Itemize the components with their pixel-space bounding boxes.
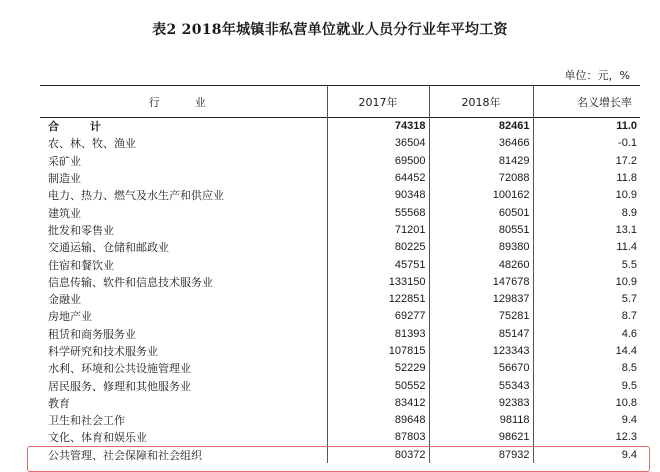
value-2017-cell: 90348: [327, 187, 429, 204]
value-2018-cell: 72088: [429, 169, 533, 186]
highlight-box: [27, 446, 650, 472]
table-row: [40, 429, 640, 446]
table-row: [40, 187, 640, 204]
industry-cell: 住宿和餐饮业: [48, 258, 114, 272]
value-2018-cell: 48260: [429, 256, 533, 273]
header-industry: 行 业: [148, 95, 218, 109]
unit-note: 单位：元，%: [564, 69, 630, 82]
value-2017-cell: 69500: [327, 152, 429, 169]
table-header-row: [40, 86, 640, 118]
value-2017-cell: 52229: [327, 360, 429, 377]
table-row: [40, 221, 640, 238]
value-2017-cell: 122851: [327, 290, 429, 307]
value-2017-cell: 89648: [327, 412, 429, 429]
industry-cell: 卫生和社会工作: [48, 414, 125, 428]
industry-cell: 农、林、牧、渔业: [48, 137, 136, 151]
growth-cell: 8.7: [533, 308, 640, 325]
industry-cell: 金融业: [48, 293, 81, 307]
table-row: [40, 239, 640, 256]
table-row: [40, 152, 640, 169]
industry-cell: 租赁和商务服务业: [48, 327, 136, 341]
value-2017-cell: 71201: [327, 221, 429, 238]
value-2017-cell: 80225: [327, 239, 429, 256]
growth-cell: 12.3: [533, 429, 640, 446]
industry-cell: 合 计: [48, 120, 111, 134]
industry-cell: 制造业: [48, 172, 81, 186]
table-row: [40, 377, 640, 394]
value-2017-cell: 74318: [327, 118, 429, 135]
value-2017-cell: 107815: [327, 342, 429, 359]
table-row: [40, 135, 640, 152]
growth-cell: 8.9: [533, 204, 640, 221]
value-2017-cell: 87803: [327, 429, 429, 446]
industry-cell: 文化、体育和娱乐业: [48, 431, 147, 445]
value-2018-cell: 85147: [429, 325, 533, 342]
growth-cell: 11.0: [533, 118, 640, 135]
value-2017-cell: 81393: [327, 325, 429, 342]
table-body: [40, 118, 640, 464]
wage-table: [40, 85, 640, 463]
value-2018-cell: 81429: [429, 152, 533, 169]
value-2018-cell: 98118: [429, 412, 533, 429]
value-2018-cell: 75281: [429, 308, 533, 325]
industry-cell: 房地产业: [48, 310, 92, 324]
table-row: [40, 169, 640, 186]
growth-cell: 17.2: [533, 152, 640, 169]
value-2018-cell: 100162: [429, 187, 533, 204]
growth-cell: -0.1: [533, 135, 640, 152]
value-2017-cell: 45751: [327, 256, 429, 273]
table-row: [40, 412, 640, 429]
industry-cell: 教育: [48, 396, 70, 410]
growth-cell: 5.7: [533, 290, 640, 307]
value-2018-cell: 36466: [429, 135, 533, 152]
table-row: [40, 308, 640, 325]
table-row: [40, 204, 640, 221]
industry-cell: 建筑业: [48, 206, 81, 220]
growth-cell: 13.1: [533, 221, 640, 238]
growth-cell: 11.4: [533, 239, 640, 256]
table-title: 表2 2018年城镇非私营单位就业人员分行业年平均工资: [152, 22, 508, 38]
industry-cell: 批发和零售业: [48, 223, 114, 237]
table-row: [40, 325, 640, 342]
table-row: [40, 118, 640, 135]
value-2018-cell: 123343: [429, 342, 533, 359]
value-2018-cell: 87932: [429, 446, 533, 463]
table-row: [40, 290, 640, 307]
growth-cell: 4.6: [533, 325, 640, 342]
header-growth: 名义增长率: [533, 86, 640, 118]
value-2017-cell: 80372: [327, 446, 429, 463]
value-2017-cell: 64452: [327, 169, 429, 186]
industry-cell: 采矿业: [48, 154, 81, 168]
value-2017-cell: 69277: [327, 308, 429, 325]
value-2018-cell: 82461: [429, 118, 533, 135]
industry-cell: 交通运输、仓储和邮政业: [48, 241, 169, 255]
value-2018-cell: 89380: [429, 239, 533, 256]
growth-cell: 5.5: [533, 256, 640, 273]
value-2018-cell: 129837: [429, 290, 533, 307]
value-2018-cell: 55343: [429, 377, 533, 394]
value-2017-cell: 83412: [327, 394, 429, 411]
growth-cell: 10.9: [533, 273, 640, 290]
value-2017-cell: 36504: [327, 135, 429, 152]
industry-cell: 科学研究和技术服务业: [48, 345, 158, 358]
value-2017-cell: 133150: [327, 273, 429, 290]
growth-cell: 9.4: [533, 446, 640, 463]
table-row: [40, 273, 640, 290]
industry-cell: 电力、热力、燃气及水生产和供应业: [48, 189, 224, 203]
industry-cell: 信息传输、软件和信息技术服务业: [48, 275, 213, 289]
industry-cell: 居民服务、修理和其他服务业: [48, 379, 191, 393]
growth-cell: 9.5: [533, 377, 640, 394]
industry-cell: 水利、环境和公共设施管理业: [48, 362, 191, 376]
growth-cell: 11.8: [533, 169, 640, 186]
value-2018-cell: 92383: [429, 394, 533, 411]
growth-cell: 9.4: [533, 412, 640, 429]
growth-cell: 10.8: [533, 394, 640, 411]
value-2018-cell: 56670: [429, 360, 533, 377]
growth-cell: 14.4: [533, 342, 640, 359]
header-2017: 2017年: [327, 86, 429, 118]
value-2018-cell: 147678: [429, 273, 533, 290]
value-2018-cell: 60501: [429, 204, 533, 221]
table-row: [40, 394, 640, 411]
value-2017-cell: 55568: [327, 204, 429, 221]
value-2018-cell: 98621: [429, 429, 533, 446]
value-2017-cell: 50552: [327, 377, 429, 394]
industry-cell: 公共管理、社会保障和社会组织: [48, 448, 202, 462]
value-2018-cell: 80551: [429, 221, 533, 238]
table-row: [40, 256, 640, 273]
header-2018: 2018年: [429, 86, 533, 118]
growth-cell: 8.5: [533, 360, 640, 377]
table-row: [40, 342, 640, 359]
growth-cell: 10.9: [533, 187, 640, 204]
table-row: [40, 360, 640, 377]
